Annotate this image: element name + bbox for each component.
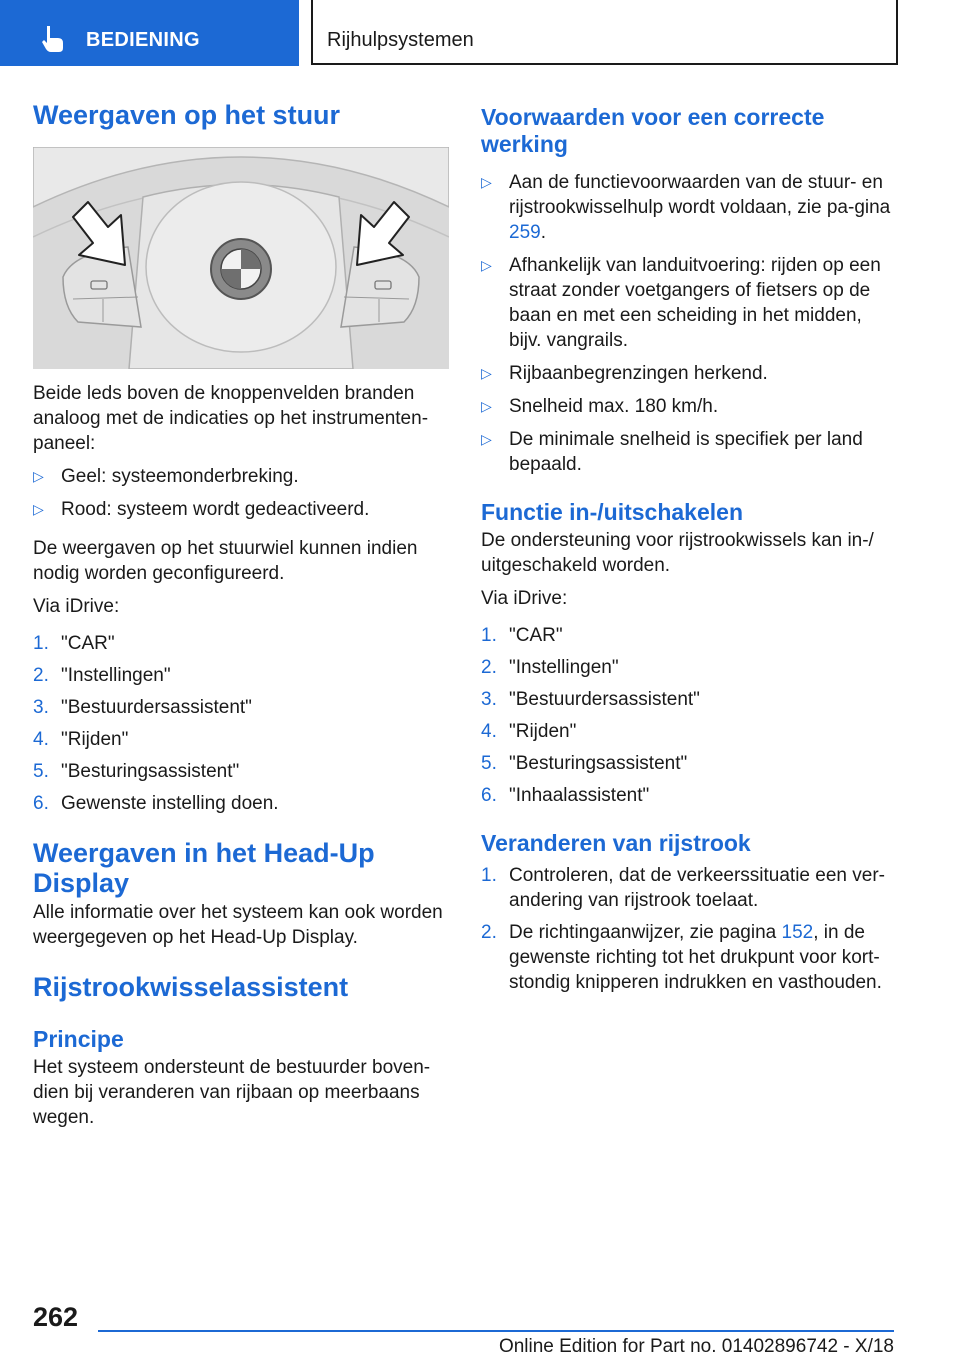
triangle-bullet-icon: ▷ [481,174,492,190]
steering-wheel-illustration [33,147,449,369]
heading-weergaven-stuur: Weergaven op het stuur [33,100,341,130]
list-item: ▷ Rijbaanbegrenzingen herkend. [481,363,768,384]
list-item: ▷ Geel: systeemonderbreking. [33,466,299,487]
list-item: ▷ Snelheid max. 180 km/h. [481,396,719,417]
triangle-bullet-icon: ▷ [33,501,44,517]
triangle-bullet-icon: ▷ [481,257,492,273]
section-label: BEDIENING [86,29,200,51]
paragraph-configure: De weergaven op het stuurwiel kunnen indien nodig worden geconfigureerd. [33,538,418,584]
page-link-152[interactable]: 152 [781,922,814,943]
list-item: ▷ Aan de functievoorwaarden van de stuur- en rijstrookwisselhulp wordt voldaan, zie pa-gina 259. [481,172,891,243]
heading-functie-in-uitschakelen: Functie in-/uitschakelen [481,499,743,525]
list-item: 3. "Bestuurdersassistent" [481,689,700,710]
footer-divider [98,1330,894,1332]
heading-rijstrookwisselassistent: Rijstrookwisselassistent [33,972,349,1002]
list-item: ▷ De minimale snelheid is specifiek per land bepaald. [481,429,863,475]
chapter-box[interactable] [311,0,898,65]
list-item: 2. De richtingaanwijzer, zie pagina 152, in de gewenste richting tot het drukpunt voor kort-stondig knipperen indrukken en vasthouden. [481,922,882,993]
heading-head-up-display: Weergaven in het Head-Up Display [33,838,375,898]
left-column [33,100,449,1130]
list-item: 1. Controleren, dat de verkeerssituatie een ver-andering van rijstrook toelaat. [481,865,885,911]
triangle-bullet-icon: ▷ [481,365,492,381]
paragraph-hud: Alle informatie over het systeem kan ook worden weergegeven op het Head-Up Display. [33,902,443,948]
list-item: ▷ Rood: systeem wordt gedeactiveerd. [33,499,370,520]
bullet-list-colors [33,464,449,522]
list-item: 5. "Besturingsassistent" [481,753,688,774]
paragraph-leds: Beide leds boven de knoppenvelden branden analoog met de indicaties op het instrumenten-paneel: [33,383,429,454]
numbered-list-idrive [33,631,449,816]
page-number: 262 [33,1302,79,1332]
list-item: 3. "Bestuurdersassistent" [33,697,252,718]
paragraph-principe: Het systeem ondersteunt de bestuurder boven-dien bij veranderen van rijbaan op meerbaans wegen. [33,1057,431,1128]
section-tab[interactable] [0,0,299,66]
numbered-list-lane-change [481,863,896,995]
list-item: 4. "Rijden" [33,729,129,750]
list-item: 2. "Instellingen" [481,657,619,678]
list-item: 1. "CAR" [33,633,115,654]
list-item: 5. "Besturingsassistent" [33,761,240,782]
heading-voorwaarden: Voorwaarden voor een correcte werking [481,104,825,157]
heading-veranderen-van-rijstrook: Veranderen van rijstrook [481,830,751,856]
right-column [481,104,896,995]
bullet-list-conditions [481,170,896,477]
pointing-hand-icon [38,24,68,54]
heading-principe: Principe [33,1026,124,1052]
numbered-list-idrive-right [481,623,896,808]
list-item: 6. "Inhaalassistent" [481,785,650,806]
triangle-bullet-icon: ▷ [33,468,44,484]
list-item: 2. "Instellingen" [33,665,171,686]
list-item: ▷ Afhankelijk van landuitvoering: rijden op een straat zonder voetgangers of fietsers op de baan en met een scheiding in het midden, bijv. vangrails. [481,255,881,351]
edition-note: Online Edition for Part no. 01402896742 - X/18 [498,1336,894,1357]
chapter-label: Rijhulpsystemen [327,29,474,51]
paragraph-functie: De ondersteuning voor rijstrookwissels kan in-/ uitgeschakeld worden. [481,530,874,576]
list-item: 4. "Rijden" [481,721,577,742]
paragraph-via-idrive: Via iDrive: [33,596,120,617]
list-item: 1. "CAR" [481,625,563,646]
list-item: 6. Gewenste instelling doen. [33,793,279,814]
paragraph-via-idrive-right: Via iDrive: [481,588,568,609]
triangle-bullet-icon: ▷ [481,431,492,447]
page-link-259[interactable]: 259 [509,222,541,243]
triangle-bullet-icon: ▷ [481,398,492,414]
